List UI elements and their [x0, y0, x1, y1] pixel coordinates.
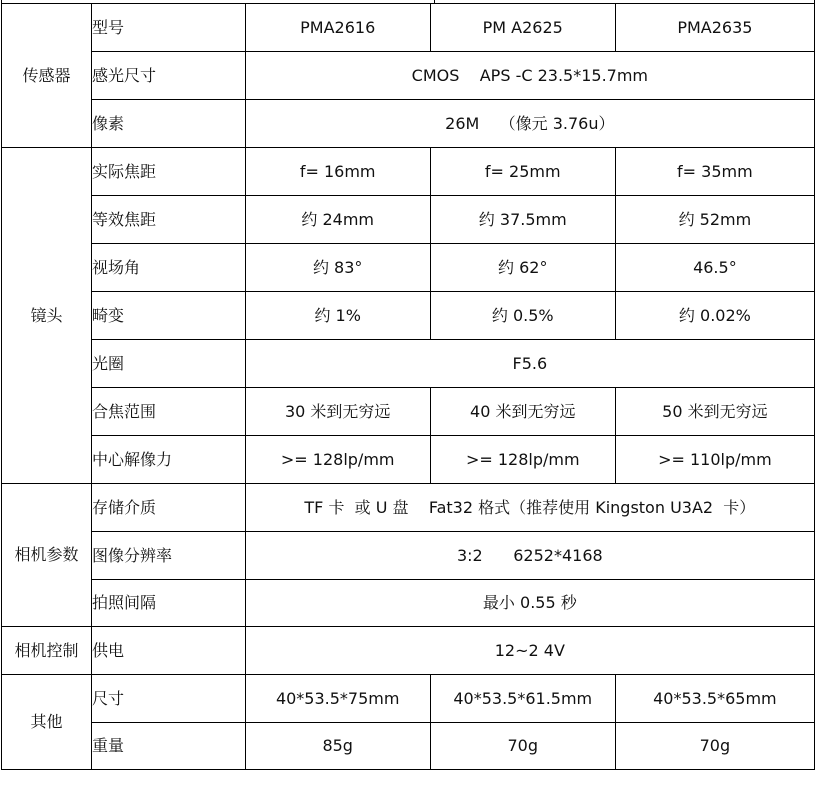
value-dimensions-2: 40*53.5*61.5mm — [430, 675, 615, 723]
param-image-resolution: 图像分辨率 — [91, 532, 245, 580]
value-model-pma2635: PMA2635 — [615, 4, 814, 52]
category-lens: 镜头 — [2, 148, 92, 484]
param-weight: 重量 — [91, 723, 245, 770]
category-camera-params: 相机参数 — [2, 484, 92, 627]
param-model: 型号 — [91, 4, 245, 52]
value-dimensions-3: 40*53.5*65mm — [615, 675, 814, 723]
value-focus-range-3: 50 米到无穷远 — [615, 388, 814, 436]
category-camera-control: 相机控制 — [2, 627, 92, 675]
value-resolution-1: >= 128lp/mm — [245, 436, 430, 484]
value-weight-2: 70g — [430, 723, 615, 770]
value-focal-length-3: f= 35mm — [615, 148, 814, 196]
value-equivalent-focal-3: 约 52mm — [615, 196, 814, 244]
value-weight-1: 85g — [245, 723, 430, 770]
value-shooting-interval: 最小 0.55 秒 — [245, 580, 814, 627]
param-pixels: 像素 — [91, 100, 245, 148]
value-distortion-3: 约 0.02% — [615, 292, 814, 340]
param-sensor-size: 感光尺寸 — [91, 52, 245, 100]
value-fov-1: 约 83° — [245, 244, 430, 292]
value-storage-media: TF 卡 或 U 盘 Fat32 格式（推荐使用 Kingston U3A2 卡） — [245, 484, 814, 532]
spec-table — [1, 3, 815, 770]
value-distortion-1: 约 1% — [245, 292, 430, 340]
param-field-of-view: 视场角 — [91, 244, 245, 292]
param-aperture: 光圈 — [91, 340, 245, 388]
param-shooting-interval: 拍照间隔 — [91, 580, 245, 627]
value-fov-2: 约 62° — [430, 244, 615, 292]
param-distortion: 畸变 — [91, 292, 245, 340]
param-center-resolution: 中心解像力 — [91, 436, 245, 484]
value-model-pma2625: PM A2625 — [430, 4, 615, 52]
value-equivalent-focal-1: 约 24mm — [245, 196, 430, 244]
param-dimensions: 尺寸 — [91, 675, 245, 723]
value-model-pma2616: PMA2616 — [245, 4, 430, 52]
value-weight-3: 70g — [615, 723, 814, 770]
category-sensor: 传感器 — [2, 4, 92, 148]
value-sensor-size: CMOS APS -C 23.5*15.7mm — [245, 52, 814, 100]
value-resolution-2: >= 128lp/mm — [430, 436, 615, 484]
value-focal-length-2: f= 25mm — [430, 148, 615, 196]
value-resolution-3: >= 110lp/mm — [615, 436, 814, 484]
value-focal-length-1: f= 16mm — [245, 148, 430, 196]
param-equivalent-focal-length: 等效焦距 — [91, 196, 245, 244]
value-dimensions-1: 40*53.5*75mm — [245, 675, 430, 723]
value-focus-range-2: 40 米到无穷远 — [430, 388, 615, 436]
value-focus-range-1: 30 米到无穷远 — [245, 388, 430, 436]
category-other: 其他 — [2, 675, 92, 770]
param-actual-focal-length: 实际焦距 — [91, 148, 245, 196]
value-image-resolution: 3:2 6252*4168 — [245, 532, 814, 580]
param-focus-range: 合焦范围 — [91, 388, 245, 436]
value-aperture: F5.6 — [245, 340, 814, 388]
value-distortion-2: 约 0.5% — [430, 292, 615, 340]
param-storage-media: 存储介质 — [91, 484, 245, 532]
value-equivalent-focal-2: 约 37.5mm — [430, 196, 615, 244]
value-fov-3: 46.5° — [615, 244, 814, 292]
value-power-supply: 12~2 4V — [245, 627, 814, 675]
param-power-supply: 供电 — [91, 627, 245, 675]
value-pixels: 26M （像元 3.76u） — [245, 100, 814, 148]
